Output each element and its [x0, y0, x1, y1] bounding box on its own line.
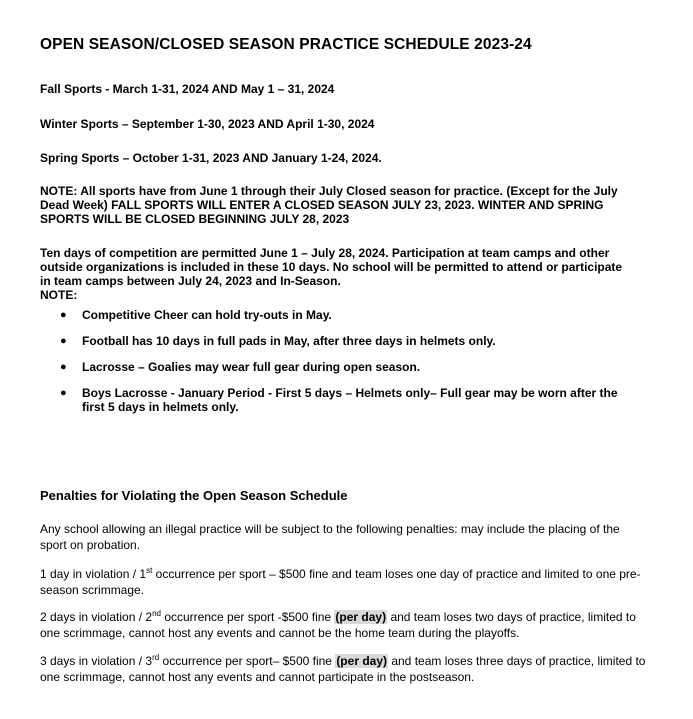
note-line: SPORTS WILL BE CLOSED BEGINNING JULY 28, 2023: [40, 212, 350, 226]
bullet-text: Lacrosse – Goalies may wear full gear during open season.: [82, 360, 421, 374]
bullet-icon: ●: [60, 387, 67, 399]
penalty-text: and team loses two days of practice, limited to one scrimmage, cannot host any events and cannot be the home team during the playoffs.: [40, 610, 636, 640]
list-item: [40, 334, 662, 348]
penalty-text: 3 days in violation / 3: [40, 654, 153, 668]
penalty-first-occurrence: [40, 566, 652, 598]
penalty-text: and team loses three days of practice, limited to one scrimmage, cannot host any events and cannot participate in the postseason.: [40, 654, 646, 684]
penalty-text: occurrence per sport– $500 fine: [159, 654, 336, 668]
note-label: NOTE:: [40, 288, 78, 302]
fall-sports-line: Fall Sports - March 1-31, 2024 AND May 1 – 31, 2024: [40, 82, 335, 96]
ordinal-suffix: rd: [152, 653, 160, 662]
bullet-icon: ●: [60, 309, 67, 321]
competition-line: Ten days of competition are permitted June 1 – July 28, 2024. Participation at team camps and other: [40, 246, 610, 260]
competition-line: outside organizations is included in these 10 days. No school will be permitted to attend or participate: [40, 260, 623, 274]
penalties-heading: Penalties for Violating the Open Season Schedule: [40, 488, 348, 503]
bullet-text: Boys Lacrosse - January Period - First 5 days – Helmets only– Full gear may be worn after the first 5 days in helmets only.: [82, 386, 618, 414]
ordinal-suffix: nd: [152, 609, 161, 618]
list-item: [40, 360, 662, 374]
penalty-text: occurrence per sport -$500 fine: [160, 610, 335, 624]
bullet-text: Football has 10 days in full pads in May, after three days in helmets only.: [82, 334, 496, 348]
bullet-list: [40, 308, 662, 414]
penalty-text: 2 days in violation / 2: [40, 610, 153, 624]
winter-sports-line: Winter Sports – September 1-30, 2023 AND April 1-30, 2024: [40, 117, 375, 131]
bullet-text: Competitive Cheer can hold try-outs in May.: [82, 308, 332, 322]
penalty-third-occurrence: [40, 653, 652, 685]
per-day-highlight: (per day): [336, 654, 387, 668]
competition-paragraph: [40, 246, 662, 302]
penalty-text: occurrence per sport – $500 fine and team loses one day of practice and limited to one pre-season scrimmage.: [40, 567, 641, 597]
penalty-text: 1 day in violation / 1: [40, 567, 147, 581]
competition-line: in team camps between July 24, 2023 and In-Season.: [40, 274, 341, 288]
penalty-second-occurrence: [40, 609, 652, 641]
list-item: [40, 386, 662, 414]
page-title: OPEN SEASON/CLOSED SEASON PRACTICE SCHEDULE 2023-24: [40, 36, 532, 53]
spring-sports-line: Spring Sports – October 1-31, 2023 AND January 1-24, 2024.: [40, 151, 382, 165]
closed-season-note: [40, 184, 662, 226]
list-item: [40, 308, 662, 322]
note-line: NOTE: All sports have from June 1 through their July Closed season for practice. (Except for the July: [40, 184, 618, 198]
bullet-icon: ●: [60, 361, 67, 373]
bullet-icon: ●: [60, 335, 67, 347]
penalties-intro: Any school allowing an illegal practice will be subject to the following penalties: may include the placing of the sport on probation.: [40, 522, 620, 552]
note-line: Dead Week) FALL SPORTS WILL ENTER A CLOSED SEASON JULY 23, 2023. WINTER AND SPRING: [40, 198, 604, 212]
ordinal-suffix: st: [146, 566, 153, 575]
per-day-highlight: (per day): [335, 610, 387, 624]
